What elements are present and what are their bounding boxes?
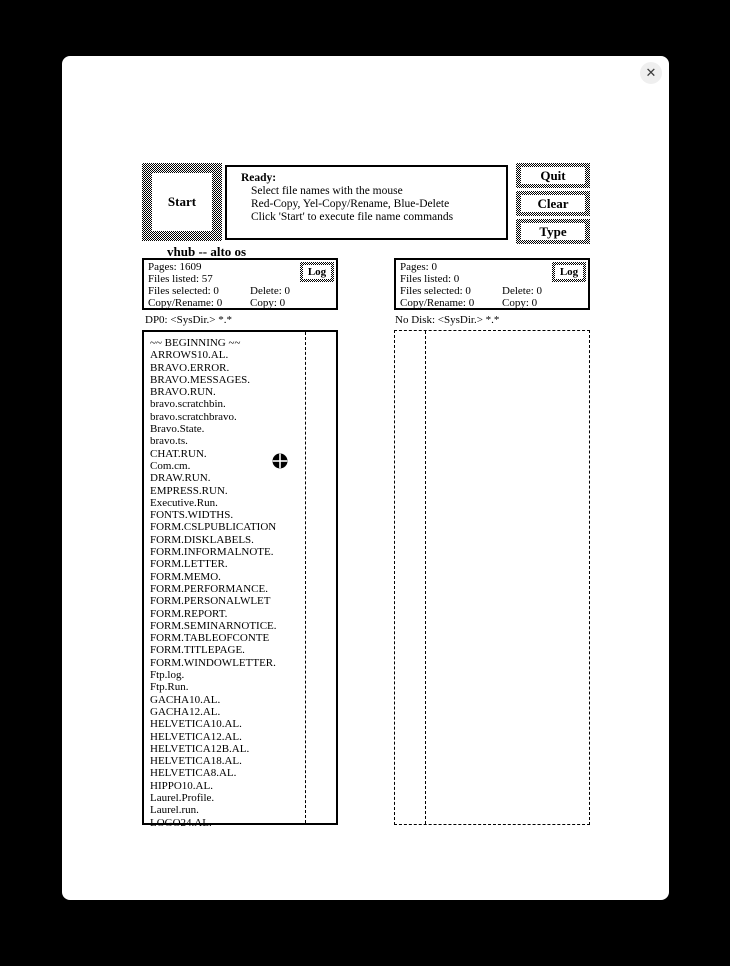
copy-rename-count: Copy/Rename: 0 [148, 297, 223, 309]
file-list-item[interactable]: FORM.TITLEPAGE. [150, 644, 245, 657]
scrollbar-region[interactable] [307, 332, 336, 823]
file-list-item[interactable]: FORM.TABLEOFCONTE [150, 632, 270, 645]
file-list-item[interactable]: BRAVO.ERROR. [150, 361, 230, 374]
file-list-item[interactable]: FORM.DISKLABELS. [150, 533, 254, 546]
file-list [150, 337, 303, 829]
file-list-item[interactable]: FORM.PERSONALWLET [150, 595, 271, 608]
file-list-item[interactable]: FORM.WINDOWLETTER. [150, 656, 276, 669]
clear-button-label: Clear [521, 195, 585, 212]
files-listed-count: Files listed: 57 [148, 273, 213, 285]
file-list-item[interactable]: HELVETICA10.AL. [150, 718, 242, 731]
quit-button-label: Quit [521, 167, 585, 184]
log-button[interactable] [300, 262, 334, 282]
file-list-item[interactable]: Ftp.Run. [150, 681, 189, 694]
file-list-item[interactable]: FORM.SEMINARNOTICE. [150, 619, 277, 632]
file-list-item[interactable]: HIPPO10.AL. [150, 779, 213, 792]
file-list-item[interactable]: DRAW.RUN. [150, 472, 211, 485]
file-list-item[interactable]: LOGO24.AL. [150, 816, 212, 829]
file-list-item[interactable]: ARROWS10.AL. [150, 349, 229, 362]
file-list-item[interactable]: HELVETICA8.AL. [150, 767, 237, 780]
file-list-item[interactable]: bravo.scratchbin. [150, 398, 226, 411]
file-list-item[interactable]: Laurel.run. [150, 804, 199, 817]
destination-stats-panel [394, 258, 590, 310]
pages-count: Pages: 1609 [148, 261, 202, 273]
file-list-item[interactable]: Executive.Run. [150, 496, 218, 509]
file-list-item[interactable]: Com.cm. [150, 459, 191, 472]
list-divider [425, 331, 426, 824]
scrollbar-region[interactable] [395, 331, 424, 824]
source-directory-label: DP0: <SysDir.> *.* [145, 314, 232, 326]
file-list-item[interactable]: FORM.CSLPUBLICATION [150, 521, 277, 534]
file-list-item[interactable]: HELVETICA12.AL. [150, 730, 242, 743]
start-button[interactable] [142, 163, 222, 241]
source-stats-panel [142, 258, 338, 310]
file-list-item[interactable]: FORM.INFORMALNOTE. [150, 546, 274, 559]
log-button-label: Log [303, 265, 331, 279]
type-button[interactable] [516, 219, 590, 244]
list-divider [305, 332, 306, 823]
start-button-label: Start [152, 173, 212, 231]
file-list-item[interactable]: Laurel.Profile. [150, 791, 215, 804]
type-button-label: Type [521, 223, 585, 240]
log-button-label: Log [555, 265, 583, 279]
crosshair-cursor-icon [272, 453, 288, 469]
delete-count: Delete: 0 [250, 285, 291, 297]
file-list-item[interactable]: FORM.LETTER. [150, 558, 228, 571]
file-list-item[interactable]: bravo.scratchbravo. [150, 410, 237, 423]
status-line: Click 'Start' to execute file name commands [251, 211, 454, 223]
close-icon: ✕ [645, 65, 657, 81]
quit-button[interactable] [516, 163, 590, 188]
page-title: vhub -- alto os [167, 244, 247, 259]
status-line: Red-Copy, Yel-Copy/Rename, Blue-Delete [251, 198, 450, 210]
file-list-item[interactable]: CHAT.RUN. [150, 447, 207, 460]
destination-file-list [394, 330, 590, 825]
status-title: Ready: [241, 172, 277, 184]
status-message-box [225, 165, 508, 240]
destination-directory-label: No Disk: <SysDir.> *.* [395, 314, 500, 326]
file-list-item[interactable]: Bravo.State. [150, 423, 205, 436]
close-button[interactable] [640, 62, 662, 84]
file-list-item[interactable]: EMPRESS.RUN. [150, 484, 228, 497]
file-list-item[interactable]: FORM.REPORT. [150, 607, 228, 620]
clear-button[interactable] [516, 191, 590, 216]
file-manager-window [62, 56, 669, 900]
file-list-item[interactable]: ~~ BEGINNING ~~ [150, 337, 241, 349]
file-list-item[interactable]: GACHA10.AL. [150, 693, 221, 706]
copy-count: Copy: 0 [502, 297, 538, 309]
file-list-item[interactable]: BRAVO.RUN. [150, 386, 216, 399]
file-list-item[interactable]: bravo.ts. [150, 435, 188, 448]
file-list-item[interactable]: FORM.PERFORMANCE. [150, 582, 268, 595]
file-list-item[interactable]: FONTS.WIDTHS. [150, 509, 234, 522]
file-list-item[interactable]: HELVETICA18.AL. [150, 755, 242, 768]
files-listed-count: Files listed: 0 [400, 273, 460, 285]
delete-count: Delete: 0 [502, 285, 543, 297]
file-list-item[interactable]: GACHA12.AL. [150, 705, 221, 718]
files-selected-count: Files selected: 0 [400, 285, 471, 297]
file-list-item[interactable]: HELVETICA12B.AL. [150, 742, 250, 755]
pages-count: Pages: 0 [400, 261, 437, 273]
file-list [431, 336, 585, 823]
copy-count: Copy: 0 [250, 297, 286, 309]
status-line: Select file names with the mouse [251, 185, 403, 197]
log-button[interactable] [552, 262, 586, 282]
source-file-list [142, 330, 338, 829]
copy-rename-count: Copy/Rename: 0 [400, 297, 475, 309]
file-list-item[interactable]: FORM.MEMO. [150, 570, 221, 583]
files-selected-count: Files selected: 0 [148, 285, 219, 297]
file-list-item[interactable]: BRAVO.MESSAGES. [150, 373, 251, 386]
file-list-item[interactable]: Ftp.log. [150, 669, 185, 682]
